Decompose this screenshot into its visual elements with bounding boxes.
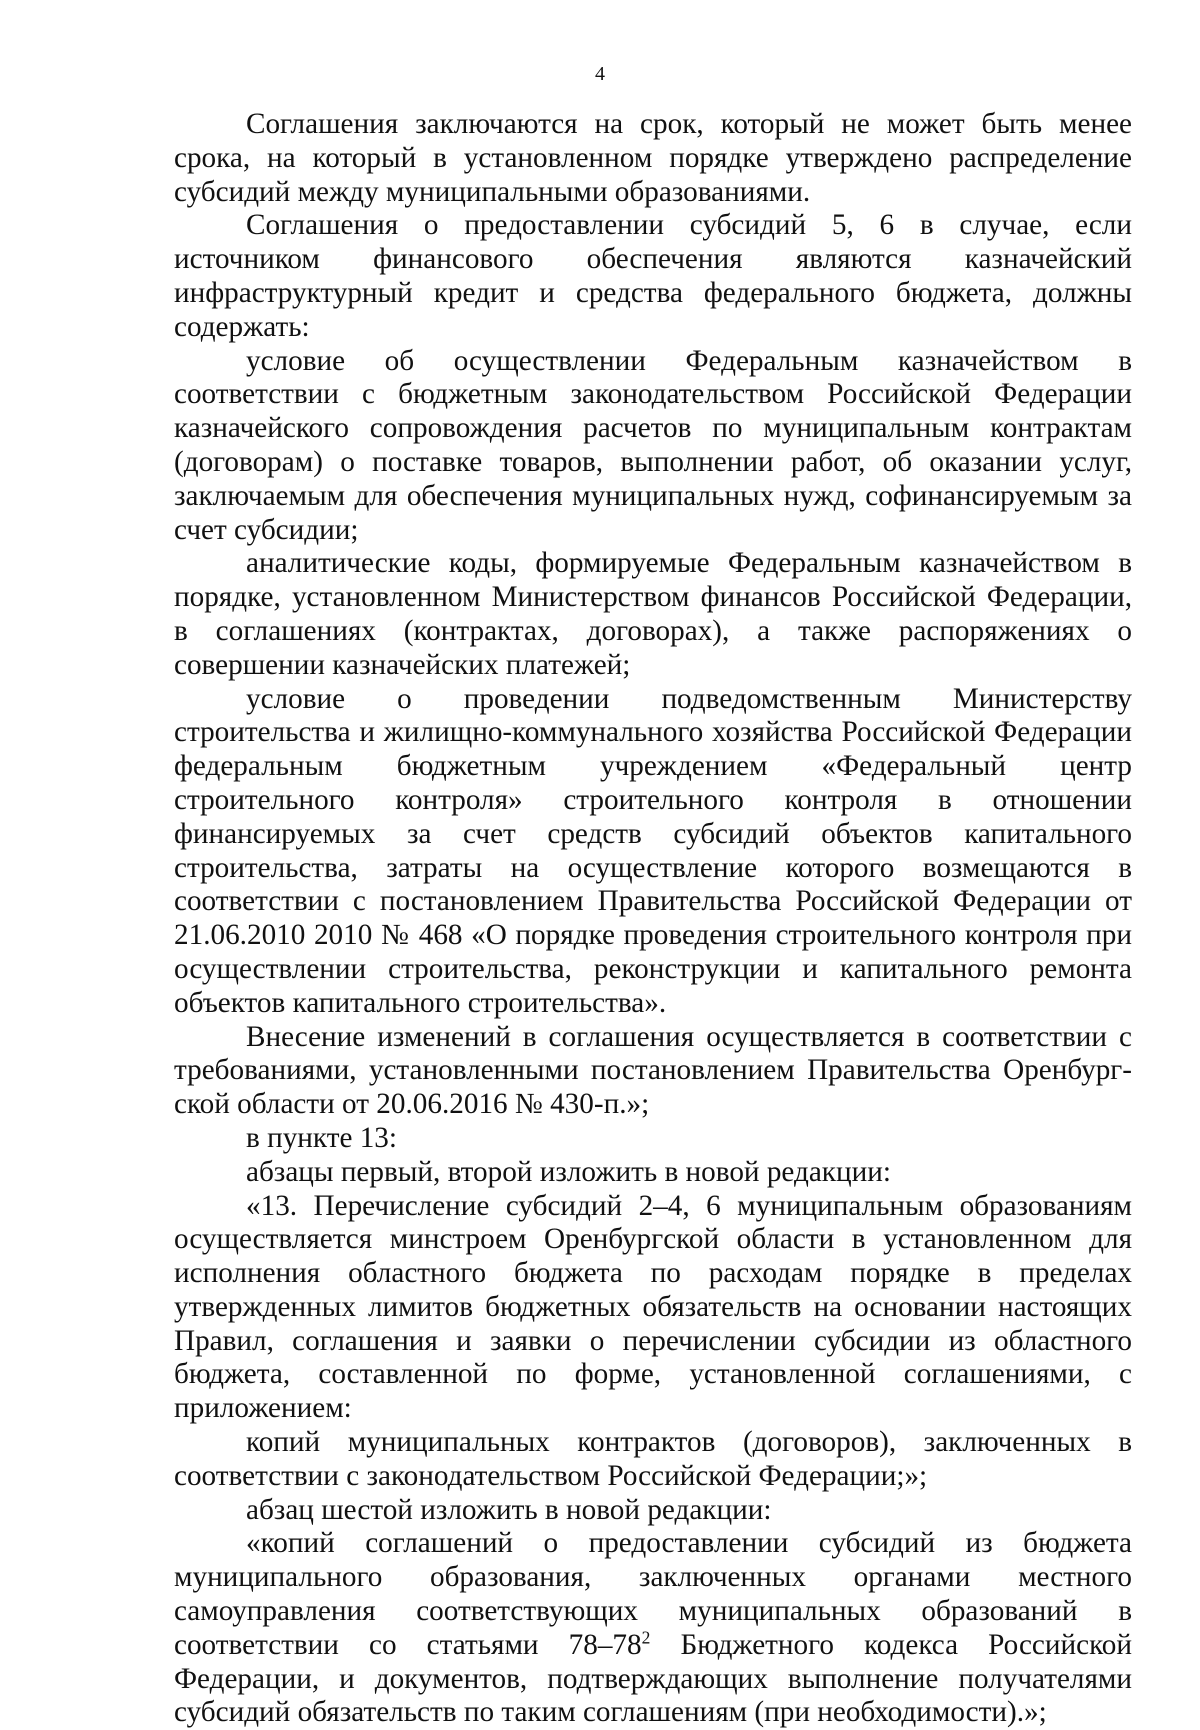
article-superscript: 2 bbox=[641, 1627, 651, 1648]
paragraph-agreement-content: Соглашения о предоставлении субсидий 5, 6 в случае, если источником финансового обеспечения являются казначейский инфраструктурный кредит и средства федерального бюджета, должны содержать: bbox=[174, 209, 1132, 343]
paragraph-treasury-support: условие об осуществлении Федеральным казначейством в соответствии с бюджетным законодательством Российской Федерации казначейского сопровождения расчетов по муниципальным контрактам (договорам) о поставке товаров, выполнении работ, об оказании услуг, заключаемым для обеспечения муниципальных нужд, софинансируемым за счет субсидии; bbox=[174, 344, 1132, 546]
paragraph-clause-13: в пункте 13: bbox=[246, 1121, 398, 1154]
paragraph-analytic-codes: аналитические коды, формируемые Федеральным казначейством в порядке, установленном Министерством финансов Российской Федерации, в соглашениях (контрактах, договорах), а также распоряжениях о совершении казначейских платежей; bbox=[174, 547, 1132, 681]
page-number: 4 bbox=[595, 63, 605, 85]
document-body bbox=[174, 108, 1132, 1730]
paragraph-clause-13-text: «13. Перечисление субсидий 2–4, 6 муниципальным образованиям осуществляется минстроем Оренбургской области в установленном для исполнения областного бюджета по расходам порядке в пределах утвержденных лимитов бюджетных обязательств на основании настоящих Правил, соглашения и заявки о перечислении субсидии из областного бюджета, составленной по форме, установленной соглашениями, с приложением: bbox=[174, 1189, 1132, 1425]
paragraph-construction-control: условие о проведении подведомственным Министерству строительства и жилищно-коммунального хозяйства Российской Федерации федеральным бюджетным учреждением «Федеральный центр строительного контроля» строительного контроля в отношении финансируемых за счет средств субсидий объектов капитального строительства, затраты на осуществление которого возмещаются в соответствии с постановлением Правительства Российской Федерации от 21.06.2010 2010 № 468 «О порядке проведения строительного контроля при осуществлении строительства, реконструкции и капитального ремонта объектов капитального строительства». bbox=[174, 682, 1132, 1019]
paragraph-contract-copies: копий муниципальных контрактов (договоров), заключенных в соответствии с законодательством Российской Федерации;»; bbox=[174, 1426, 1132, 1492]
agreement-copies-text-end: Бюджетного кодекса Российской Федерации, и документов, подтверждающих выполнение получателями субсидий обязательств по таким соглашениям (при необходимости).»; bbox=[174, 1628, 1132, 1729]
agreement-copies-text-start: «копий соглашений о предоставлении субсидий из бюджета муниципального образования, заключенных органами местного самоуправления соответствующих муниципальных образований в соответствии со статьями 78–78 bbox=[174, 1527, 1132, 1661]
paragraph-first-second-new-edition: абзацы первый, второй изложить в новой редакции: bbox=[246, 1155, 891, 1188]
paragraph-agreement-term: Соглашения заключаются на срок, который не может быть менее срока, на который в установленном порядке утверждено распределение субсидий между муниципальными образованиями. bbox=[174, 108, 1132, 208]
paragraph-agreement-amendments: Внесение изменений в соглашения осуществляется в соответствии с требованиями, установленными постановлением Правительства Оренбургской области от 20.06.2016 № 430-п.»; bbox=[174, 1020, 1132, 1121]
paragraph-sixth-new-edition: абзац шестой изложить в новой редакции: bbox=[246, 1493, 772, 1526]
